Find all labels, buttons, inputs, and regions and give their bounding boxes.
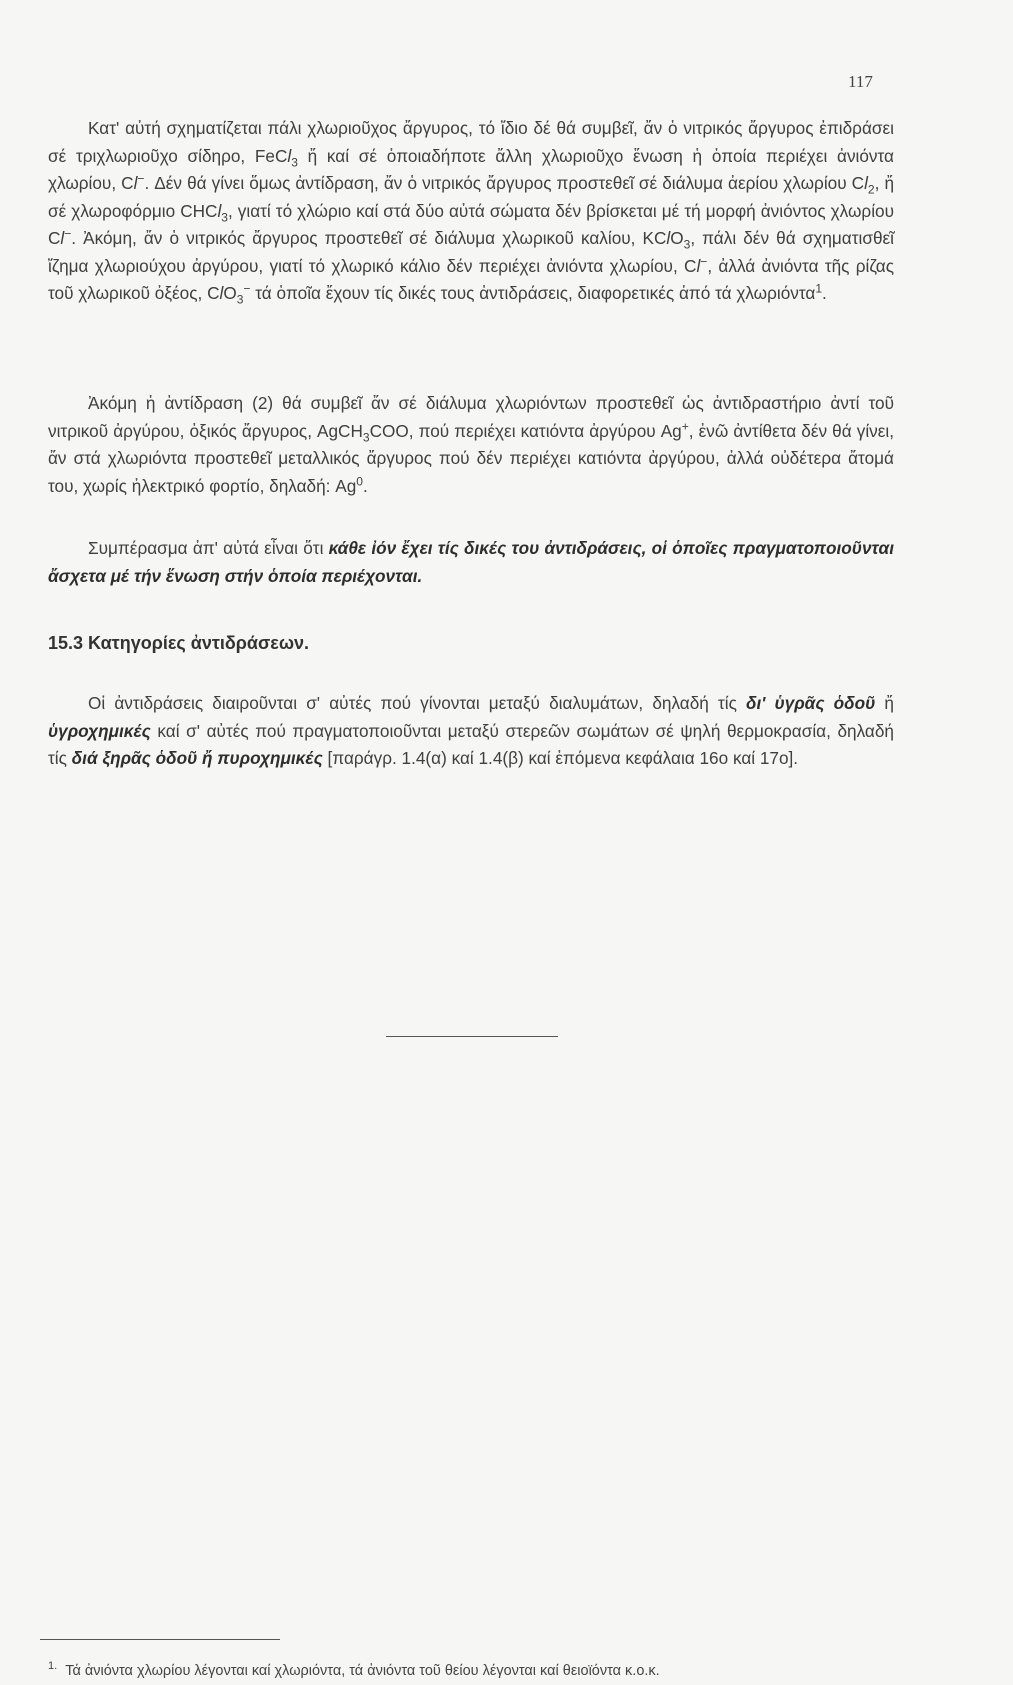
paragraph-conclusion: Συμπέρασμα ἀπ' αὐτά εἶναι ὅτι κάθε ἰόν ἔχει τίς δικές του ἀντιδράσεις, οἱ ὁποῖες πραγματοποιοῦνται ἄσχετα μέ τήν ἕνωση στήν ὁποία περιέχονται. (48, 538, 894, 586)
paragraph-categories: Οἱ ἀντιδράσεις διαιροῦνται σ' αὐτές πού γίνονται μεταξύ διαλυμάτων, δηλαδή τίς δι' ὑγρᾶς ὁδοῦ ἤ ὑγροχημικές καί σ' αὐτές πού πραγματοποιοῦνται μεταξύ στερεῶν σωμάτων σέ ψηλή θερμοκρασία, δηλαδή τίς διά ξηρᾶς ὁδοῦ ἤ πυροχημικές [παράγρ. 1.4(α) καί 1.4(β) καί ἑπόμενα κεφάλαια 16ο καί 17ο]. (48, 693, 894, 768)
footnote-mark: 1. (48, 1660, 58, 1672)
footnote-rule (40, 1639, 280, 1640)
paragraph-chlorides: Κατ' αὐτή σχηματίζεται πάλι χλωριοῦχος ἄργυρος, τό ἴδιο δέ θά συμβεῖ, ἄν ὁ νιτρικός ἄργυρος ἐπιδράσει σέ τριχλωριοῦχο σίδηρο, FeCl$_3$ ἤ καί σέ ὁποιαδήποτε ἄλλη χλωριοῦχο ἕνωση ἡ ὁποία περιέχει ἀνιόντα χλωρίου, Cl−. Δέν θά γίνει ὅμως ἀντίδραση, ἄν ὁ νιτρικός ἄργυρος προστεθεῖ σέ διάλυμα ἀερίου χλωρίου $Cl_2$, ἤ σέ χλωροφόρμιο CHCl$_3$, γιατί τό χλώριο καί στά δύο αὐτά σώματα δέν βρίσκεται μέ τή μορφή ἀνιόντος χλωρίου Cl−. Ἀκόμη, ἄν ὁ νιτρικός ἄργυρος προστεθεῖ σέ διάλυμα χλωρικοῦ καλίου, KClO$_3$, πάλι δέν θά σχηματισθεῖ ἴζημα χλωριούχου ἀργύρου, γιατί τό χλωρικό κάλιο δέν περιέχει ἀνιόντα χλωρίου, Cl−, ἀλλά ἀνιόντα τῆς ρίζας τοῦ χλωρικοῦ ὀξέος, ClO$_3$− τά ὁποῖα ἔχουν τίς δικές τους ἀντιδράσεις, διαφορετικές ἀπό τά χλωριόντα$^1$. (48, 118, 895, 307)
paragraph-silver: Ἀκόμη ἡ ἀντίδραση (2) θά συμβεῖ ἄν σέ διάλυμα χλωριόντων προστεθεῖ ὡς ἀντιδραστήριο ἀντί τοῦ νιτρικοῦ ἀργύρου, ὀξικός ἄργυρος, AgCH$_3$COO, πού περιέχει κατιόντα ἀργύρου Ag+, ἐνῶ ἀντίθετα δέν θά γίνει, ἄν στά χλωριόντα προστεθεῖ μεταλλικός ἄργυρος πού δέν περιέχει κατιόντα ἀργύρου, ἀλλά οὐδέτερα ἄτομά του, χωρίς ἠλεκτρικό φορτίο, δηλαδή: Ag$^0$. (48, 393, 894, 496)
page-number: 117 (848, 72, 873, 91)
section-divider (386, 1036, 558, 1037)
footnote (48, 1652, 898, 1685)
section-heading: 15.3 Κατηγορίες ἀντιδράσεων. (48, 633, 310, 653)
footnote-text: Τά ἀνιόντα χλωρίου λέγονται καί χλωριόντα, τά ἀνιόντα τοῦ θείου λέγονται καί θειοϊόντα κ.ο.κ. (65, 1662, 660, 1679)
